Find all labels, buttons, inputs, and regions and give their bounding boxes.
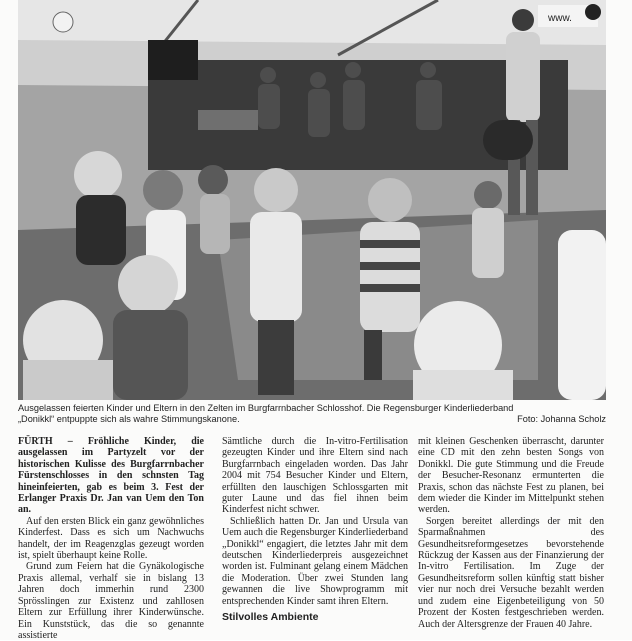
dateline: FÜRTH — [18, 436, 53, 447]
article-paragraph: Auf den ersten Blick ein ganz gewöhnliches Kinderfest. Dass es sich um Nachwuchs handelt, der im Reagenzglas gezeugt worden ist, spielt überhaupt keine Rolle. — [18, 515, 204, 562]
article-lead-paragraph — [18, 436, 204, 516]
article-paragraph: mit kleinen Geschenken überrascht, darunter eine CD mit den zehn besten Songs von Donikkl. Die gute Stimmung und die Freude der Besucher-Resonanz ermunterten die Praxis, schon das nächste Fest zu planen, bei dem wieder die Kinder im Mittelpunkt stehen werden. — [418, 436, 604, 516]
banner-text: www. — [548, 13, 572, 24]
article-paragraph: Schließlich hatten Dr. Jan und Ursula van Uem auch die Regensburger Kinderliederband „Donikkl“ engagiert, die letztes Jahr mit dem deutschen Kinderliederpreis ausgezeichnet worden ist. Fulminant gelang einem Mädchen die Moderation. Über zwei Stunden lang gewannen die live Showprogramm mit entsprechenden Kinder samt ihren Eltern. — [222, 515, 408, 607]
article-paragraph: Sorgen bereitet allerdings der mit den Sparmaßnahmen des Gesundheitsreformgesetzes bevorstehende Rückzug der Kassen aus der Finanzierung der In-vitro Fertilisation. Im Zuge der Gesundheitsreform sollen künftig statt bisher vier nur noch drei Versuche bezahlt werden und zudem eine Eigenbeteiligung von 50 Prozent der Kosten festgeschrieben werden. Auch der Altersgrenze der Frauen 40 Jahre. — [418, 515, 604, 630]
article-subheading: Stilvolles Ambiente — [222, 611, 319, 624]
caption-line-2: „Donikkl“ entpuppte sich als wahre Stimmungskanone. — [18, 414, 240, 424]
article-column-2 — [222, 436, 408, 626]
photo-illustration — [18, 0, 606, 400]
photo-caption — [18, 403, 606, 425]
article-paragraph: Sämtliche durch die In-vitro-Fertilisation gezeugten Kinder und ihre Eltern sind nach Burgfarrnbach eingeladen worden. Das Jahr 2004 mit 754 Besucher Kinder und Eltern, erfüllten den lauschigen Schlossgarten mit guter Laune und das fiel ihnen beim Kinderfest nicht schwer. — [222, 436, 408, 516]
photo-credit: Foto: Johanna Scholz — [517, 414, 606, 424]
caption-line-1: Ausgelassen feierten Kinder und Eltern in den Zelten im Burgfarrnbacher Schlosshof. Die Regensburger Kinderliederband — [18, 403, 514, 413]
article-column-3 — [418, 436, 604, 630]
article-paragraph: Grund zum Feiern hat die Gynäkologische Praxis allemal, verhalf sie in bislang 13 Jahren doch immerhin rund 2300 Sprösslingen zur Existenz und zahllosen Eltern zur Erfüllung ihrer Kinderwünsche. Ein Kunststück, das die so genannte assistierte — [18, 561, 204, 641]
article-lead: – Fröhliche Kinder, die ausgelassen im Partyzelt vor der historischen Kulisse des Burgfarrnbacher Fürstenschlosses in den schnsten Tag hineinfeierten, gab es beim 3. Fest der Erlanger Praxis Dr. Jan van Uem den Ton an. — [18, 436, 204, 516]
article-column-1 — [18, 436, 204, 641]
caption-line-2-row — [18, 414, 606, 425]
concert-photo — [18, 0, 606, 400]
